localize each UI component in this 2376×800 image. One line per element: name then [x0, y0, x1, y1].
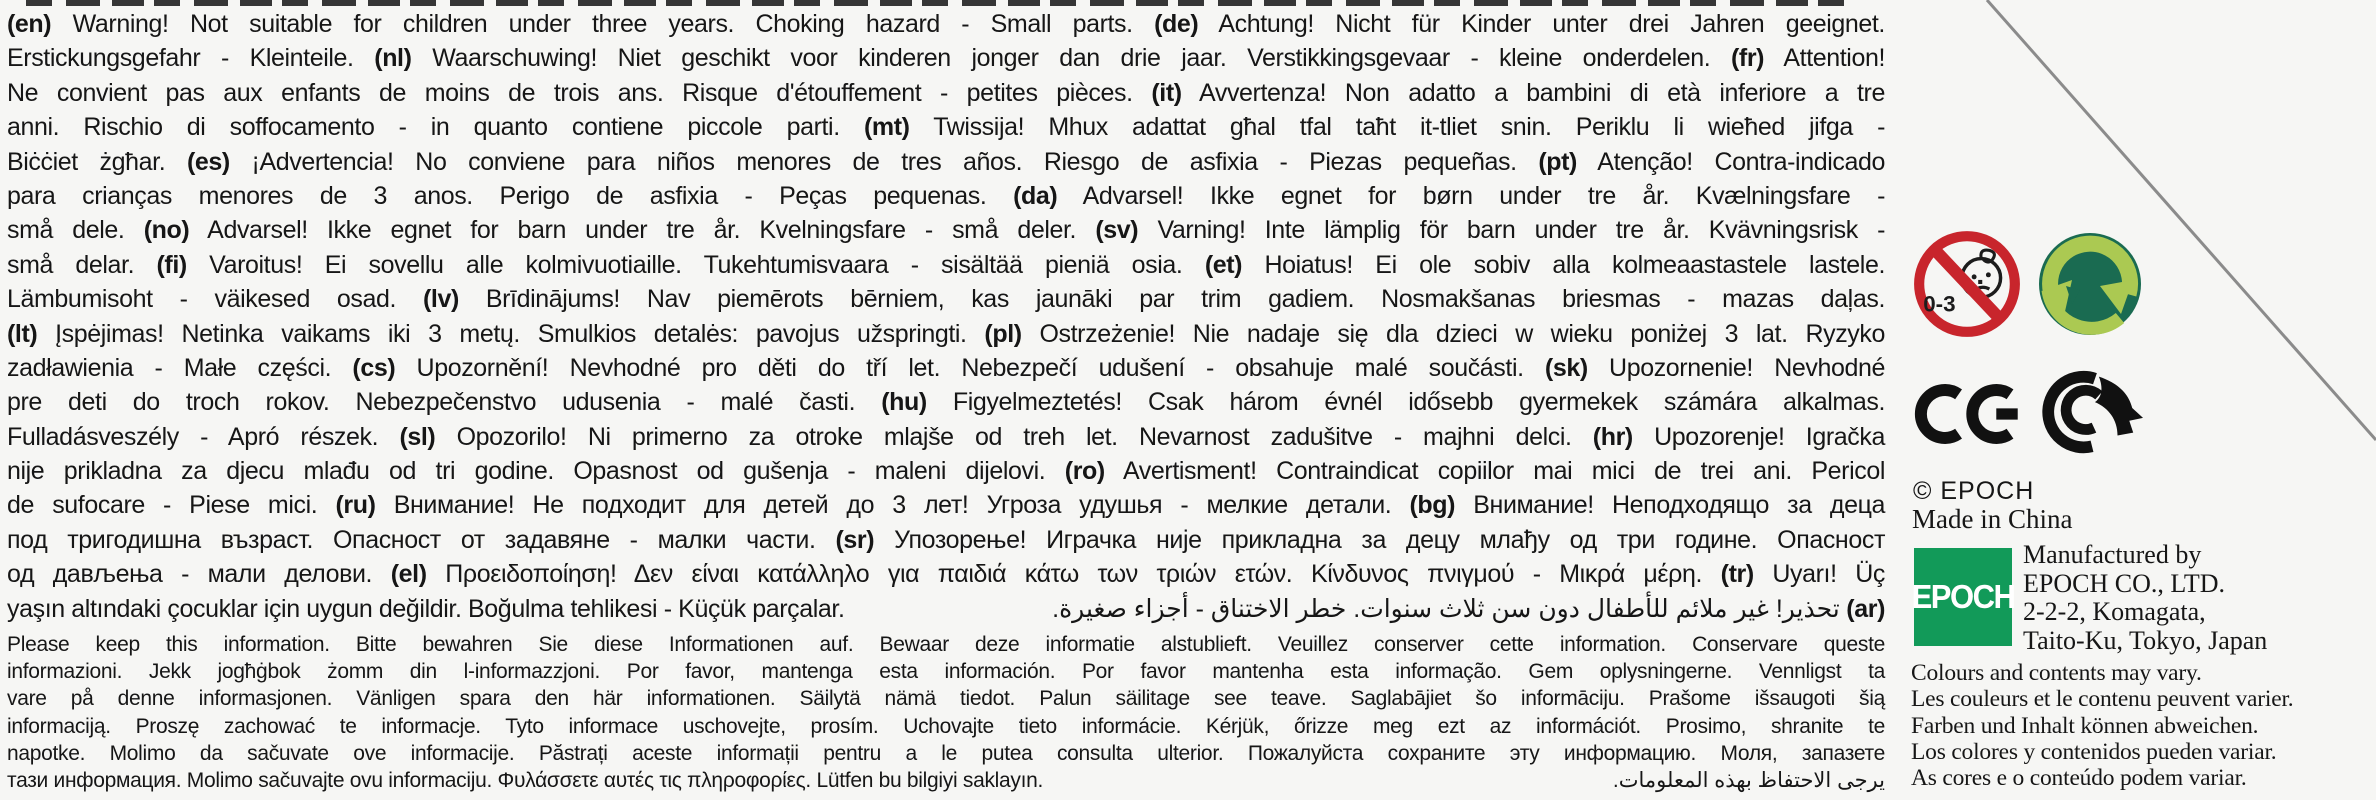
copyright-text: © EPOCH	[1913, 477, 2035, 505]
variation-line: Colours and contents may vary.	[1911, 660, 2202, 686]
warning-last-line-left: yaşın altındaki çocuklar için uygun değildir. Boğulma tehlikesi - Küçük parçalar.	[7, 594, 845, 623]
warning-line: små dele. (no) Advarsel! Ikke egnet for barn under tre år. Kvelningsfare - små deler. (sv) Varning! Inte lämplig för barn under tre år. Kvävningsrisk -	[7, 216, 1885, 245]
certification-arcs-icon	[2042, 360, 2144, 462]
warning-last-line	[7, 592, 1885, 626]
green-dot-recycling-icon	[2036, 230, 2144, 338]
notice-line: vare på denne informasjonen. Vänligen spara den här informationen. Säilytä nämä tiedot. Palun säilitage see teave. Saglabājiet šo informāciju. Prašome išsaugoti šią	[7, 687, 1885, 711]
notice-last-line	[7, 767, 1885, 794]
warning-line: zadławienia - Małe części. (cs) Upozornění! Nevhodné pro děti do tří let. Nebezpečí udušení - obsahuje malé součásti. (sk) Upozornenie! Nevhodné	[7, 353, 1885, 382]
warning-line: små delar. (fi) Varoitus! Ei sovellu alle kolmivuotiaille. Tukehtumisvaara - sisältää pieniä osia. (et) Hoiatus! Ei ole sobiv alla kolmeaastastele lastele.	[7, 250, 1885, 279]
warning-text-block	[7, 7, 1885, 626]
svg-text:0-3: 0-3	[1923, 291, 1956, 317]
variation-line: As cores e o conteúdo podem variar.	[1911, 765, 2247, 792]
warning-line: Fulladásveszély - Apró részek. (sl) Opozorilo! Ni primerno za otroke mlajše od treh let. Nevarnost zadušitve - majhni delci. (hr) Upozorenje! Igračka	[7, 422, 1885, 451]
ce-mark-icon	[1914, 371, 2022, 457]
variation-line: Los colores y contenidos pueden variar.	[1911, 738, 2277, 765]
variation-line: Les couleurs et le contenu peuvent varier.	[1911, 686, 2294, 713]
notice-line: informazioni. Jekk jogħġbok żomm din l-informazzjoni. Por favor, mantenga esta información. Por favor mantenha esta informação. Gem oplysningerne. Vennligst ta	[7, 660, 1885, 684]
warning-line: de sufocare - Piese mici. (ru) Внимание! Не подходит для детей до 3 лет! Угроза удушья - мелкие детали. (bg) Внимание! Неподходящо за деца	[7, 491, 1885, 520]
notice-line: napotke. Molimo da sačuvate ove informacije. Păstrați aceste informații pentru a le putea consulta ulterior. Пожалуйста сохраните эту информацию. Моля, запазете	[7, 741, 1885, 765]
warning-line: од дављења - мали делови. (el) Προειδοποίηση! Δεν είναι κατάλληλο για παιδιά κάτω των τριών ετών. Κίνδυνος πνιγμού - Μικρά μέρη. (tr) Uyarı! Üç	[7, 560, 1885, 589]
notice-line: Please keep this information. Bitte bewahren Sie diese Informationen auf. Bewaar deze informatie alstublieft. Veuillez conserver cette information. Conservare queste	[7, 633, 1885, 656]
age-warning-0-3-icon	[1910, 227, 2024, 341]
warning-last-line-arabic: (ar) تحذير! غير ملائم للأطفال دون سن ثلاث سنوات. خطر الاختناق - أجزاء صغيرة.	[1052, 594, 1885, 623]
warning-line: (lt) Įspėjimas! Netinka vaikams iki 3 metų. Smulkios detalės: pavojus užspringti. (pl) Ostrzeżenie! Nie nadaje się dla dzieci w wieku poniżej 3 lat. Ryzyko	[7, 319, 1885, 348]
warning-line: Erstickungsgefahr - Kleinteile. (nl) Waarschuwing! Niet geschikt voor kinderen jonger dan drie jaar. Verstikkingsgevaar - kleine onderdelen. (fr) Attention!	[7, 44, 1886, 73]
color-variation-notice	[1911, 660, 2293, 791]
manufacturer-line: 2-2-2, Komagata,	[2023, 597, 2206, 626]
warning-line: anni. Rischio di soffocamento - in quanto contiene piccole parti. (mt) Twissija! Mhux adattat għal tfal taħt it-tliet snin. Periklu li wieħed jifga -	[7, 113, 1885, 142]
made-in-china-text: Made in China	[1912, 504, 2073, 534]
manufacturer-line: Taito-Ku, Tokyo, Japan	[2023, 625, 2268, 655]
notice-line: informaciją. Proszę zachować te informacje. Tyto informace uschovejte, prosím. Uchovajte tieto informácie. Kérjük, őrizze meg ezt az információt. Prosimo, shranite te	[7, 714, 1885, 738]
warning-line: (en) Warning! Not suitable for children under three years. Choking hazard - Small parts. (de) Achtung! Nicht für Kinder unter drei Jahren geeignet.	[7, 10, 1885, 38]
manufacturer-line: Manufactured by	[2023, 540, 2202, 569]
notice-last-line-left: тази информация. Molimo sačuvajte ovu informaciju. Φυλάσσετε αυτές τις πληροφορίες. Lütfen bu bilgiyi saklayın.	[7, 768, 1044, 792]
warning-line: para crianças menores de 3 anos. Perigo de asfixia - Peças pequenas. (da) Advarsel! Ikke egnet for børn under tre år. Kvælningsfare -	[7, 181, 1885, 210]
warning-line: nije prikladna za djecu mlađu od tri godine. Opasnost od gušenja - maleni dijelovi. (ro) Avertisment! Contraindicat copiilor mai mici de trei ani. Pericol	[7, 457, 1885, 486]
notice-text-block	[7, 631, 1885, 794]
warning-line: Ne convient pas aux enfants de moins de trois ans. Risque d'étouffement - petites pièces. (it) Avvertenza! Non adatto a bambini di età inferiore a tre	[7, 78, 1885, 107]
cropped-text-artifact	[26, 0, 1856, 6]
manufacturer-address	[2023, 541, 2267, 655]
epoch-logo-text: EPOCH	[1911, 577, 2015, 616]
warning-line: pre deti do troch rokov. Nebezpečenstvo udusenia - malé časti. (hu) Figyelmeztetés! Csak három évnél idősebb gyermekek számára alkalmas.	[7, 388, 1885, 417]
warning-line: под тригодишна възраст. Опасност от задавяне - малки части. (sr) Упозорење! Играчка није прикладна за децу млађу од три године. Опасност	[7, 525, 1885, 554]
warning-line: Biċċiet żgħar. (es) ¡Advertencia! No conviene para niños menores de tres años. Riesgo de asfixia - Piezas pequeñas. (pt) Atenção! Contra-indicado	[7, 147, 1885, 176]
notice-last-line-arabic: يرجى الاحتفاظ بهذه المعلومات.	[1612, 768, 1885, 792]
warning-line: Lämbumisoht - väikesed osad. (lv) Brīdinājums! Nav piemērots bērniem, kas jaunāki par trim gadiem. Nosmakšanas briesmas - mazas daļas.	[7, 285, 1885, 314]
manufacturer-line: EPOCH CO., LTD.	[2023, 568, 2226, 598]
variation-line: Farben und Inhalt können abweichen.	[1911, 712, 2259, 739]
epoch-logo	[1911, 548, 2015, 646]
